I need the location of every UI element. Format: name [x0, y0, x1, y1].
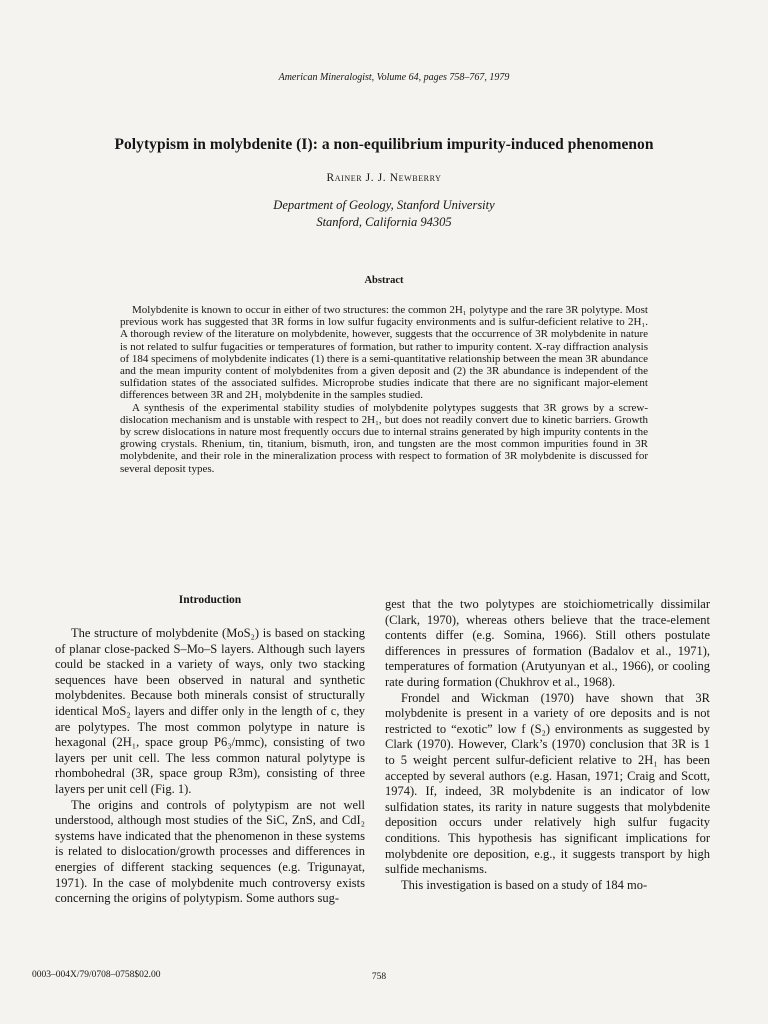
- abstract-body: [120, 304, 648, 475]
- intro-paragraph-2: The origins and controls of polytypism are not well understood, although most studies of the SiC, ZnS, and CdI₂ systems have indicated that the phenomenon in these systems is related to dislocation/growth processes and differences in energies of different stacking sequences (e.g. Trigunayat, 1971). In the case of molybdenite much controversy exists concerning the origins of polytypism. Some authors sug-: [55, 797, 365, 906]
- affiliation-line-1: Department of Geology, Stanford University: [273, 198, 495, 212]
- abstract-paragraph-2: A synthesis of the experimental stability studies of molybdenite polytypes suggests that 3R grows by a screw-dislocation mechanism and is unstable with respect to 2H₁, but does not readily convert due to kinetic barriers. Growth by screw dislocations in nature most frequently occurs due to internal strains generated by high impurity contents in the growing crystals. Rhenium, tin, titanium, bismuth, iron, and tungsten are the most common impurities found in 3R molybdenite, and their role in the mineralization process with respect to formation of 3R molybdenite is discussed for several deposit types.: [120, 401, 648, 475]
- journal-citation: American Mineralogist, Volume 64, pages 758–767, 1979: [278, 72, 510, 83]
- intro-paragraph-5: This investigation is based on a study of 184 mo-: [401, 877, 648, 892]
- paper-title: Polytypism in molybdenite (I): a non-equilibrium impurity-induced phenomenon: [114, 136, 654, 153]
- copyright-code: 0003–004X/79/0708–0758$02.00: [32, 970, 161, 980]
- abstract-paragraph-1: Molybdenite is known to occur in either of two structures: the common 2H₁ polytype and the rare 3R polytype. Most previous work has suggested that 3R forms in low sulfur fugacity environments and is sulfur-deficient relative to 2H₁. A thorough review of the literature on molybdenite, however, suggests that the occurrence of 3R molybdenite in nature is not related to sulfur fugacities or temperatures of formation, but rather to impurity content. X-ray diffraction analysis of 184 specimens of molybdenite indicates (1) there is a semi-quantitative relationship between the mean 3R abundance and the mean impurity content of molybdenites from a given deposit and (2) the 3R abundance is independent of the sulfidation states of the associated sulfides. Microprobe studies indicate that there are no significant major-element differences between 3R and 2H₁ molybdenite in the samples studied.: [120, 304, 648, 402]
- affiliation-line-2: Stanford, California 94305: [316, 215, 452, 229]
- intro-paragraph-1: The structure of molybdenite (MoS₂) is based on stacking of planar close-packed S–Mo–S layers. Although such layers could be stacked in a variety of ways, only two stacking sequences have been observed in natural and synthetic molybdenites. Because both minerals consist of structurally identical MoS₂ layers and differ only in the length of c, they are polytypes. The most common polytype in nature is hexagonal (2H₁, space group P6₃/mmc), consisting of two layers per unit cell. The less common natural polytype is rhombohedral (3R, space group R3m), consisting of three layers per unit cell (Fig. 1).: [55, 626, 365, 796]
- affiliation: [0, 197, 768, 231]
- left-column: [55, 626, 365, 907]
- page-number: 758: [371, 972, 387, 982]
- introduction-heading: Introduction: [178, 594, 242, 606]
- intro-paragraph-3: gest that the two polytypes are stoichiometrically dissimilar (Clark, 1970), whereas others believe that the trace-element contents differ (e.g. Somina, 1966). Still others postulate differences in pressures of formation (Badalov et al., 1971), temperatures of formation (Arutyunyan et al., 1966), or cooling rate during formation (Chukhrov et al., 1968).: [385, 597, 710, 689]
- abstract-heading: Abstract: [364, 275, 404, 286]
- intro-paragraph-4: Frondel and Wickman (1970) have shown that 3R molybdenite is present in a variety of ore deposits and is not restricted to “exotic” low f (S₂) environments as suggested by Clark (1970). However, Clark’s (1970) conclusion that 3R is 1 to 5 weight percent sulfur-deficient relative to 2H₁ has been accepted by several authors (e.g. Hasan, 1971; Craig and Scott, 1974). If, indeed, 3R molybdenite is an indicator of low sulfidation states, its rarity in nature suggests that molybdenite deposition occurs under relatively high sulfur fugacity conditions. This hypothesis has significant implications for molybdenite ore deposition, e.g., it suggests transport by high sulfide mechanisms.: [385, 690, 710, 877]
- right-column: [385, 597, 710, 893]
- author-name: Rainer J. J. Newberry: [326, 172, 442, 184]
